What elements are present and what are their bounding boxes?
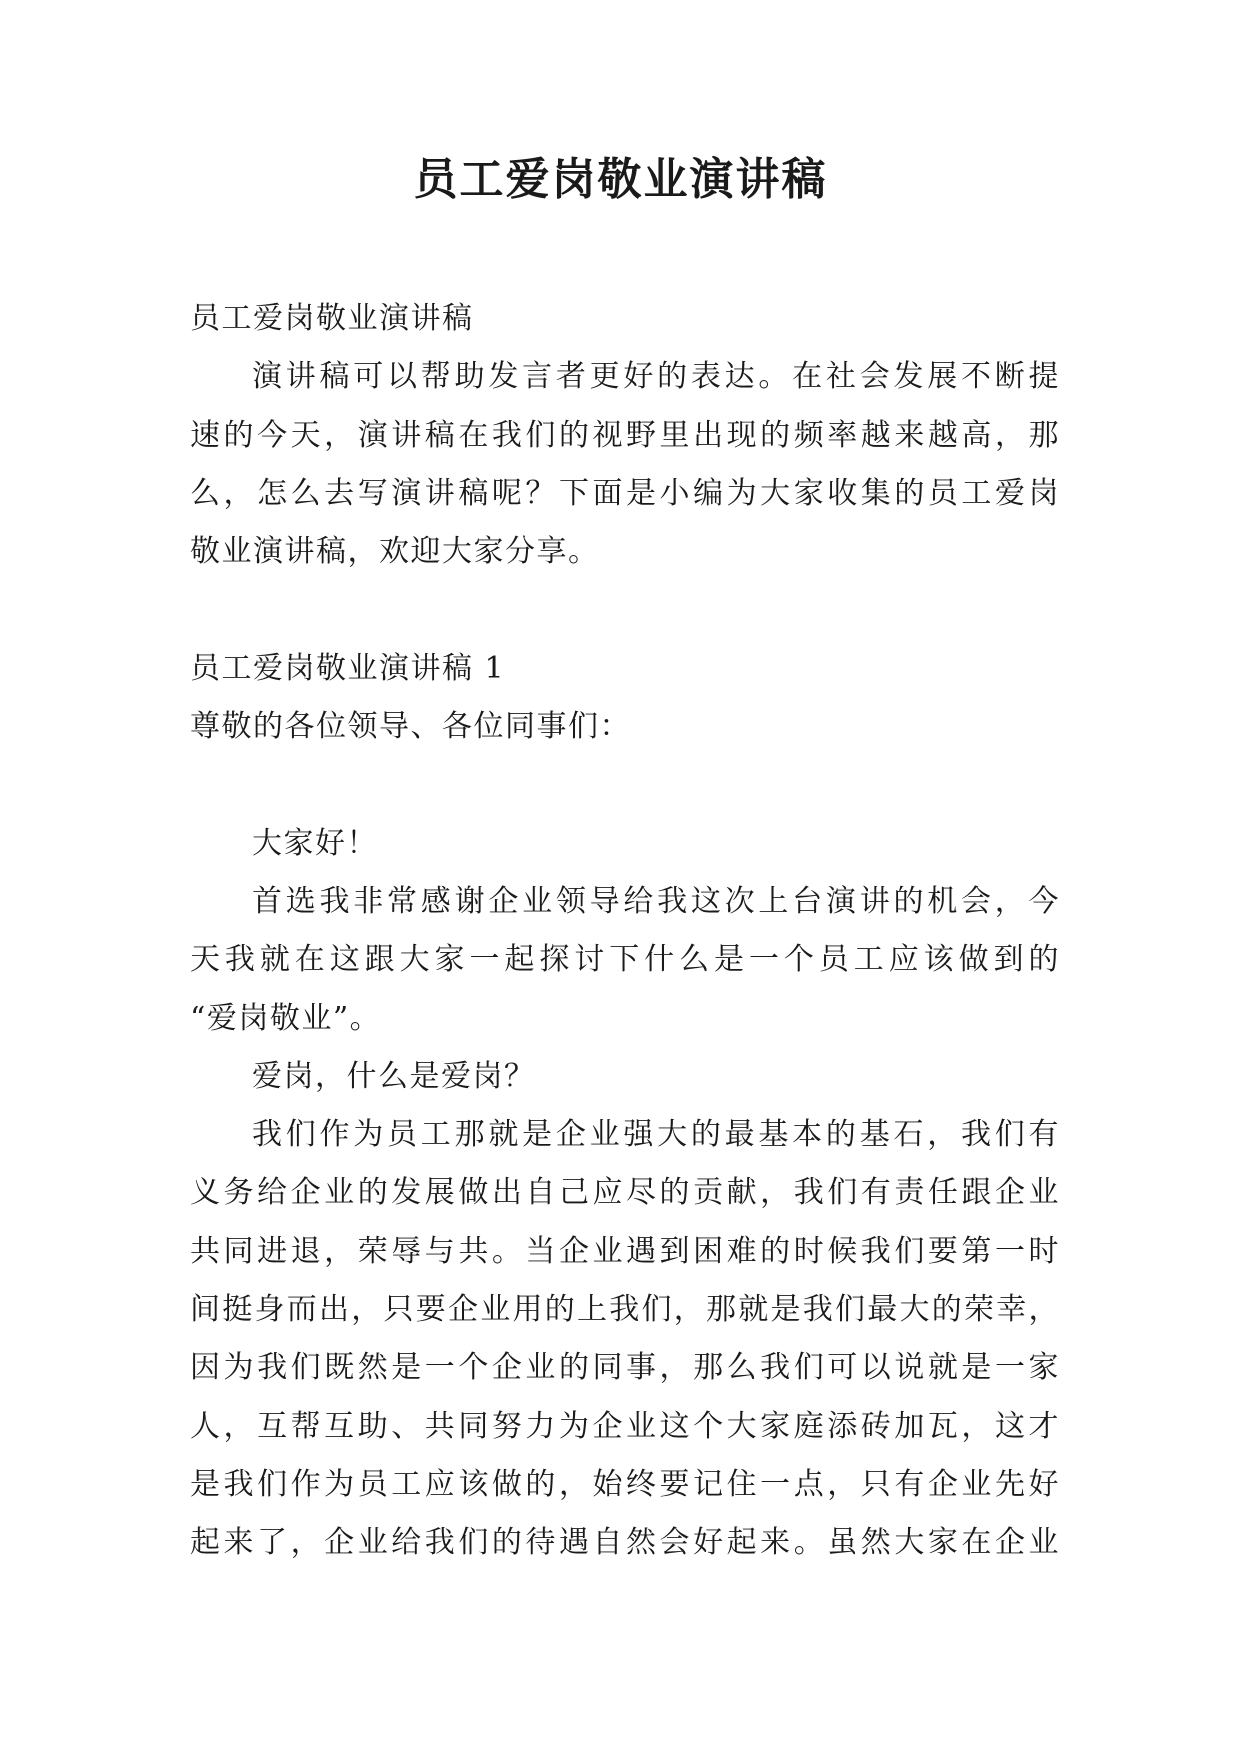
paragraph-line: 因为我们既然是一个企业的同事，那么我们可以说就是一家 <box>190 1350 1060 1386</box>
spacer <box>190 756 1060 814</box>
intro-line: 速的今天，演讲稿在我们的视野里出现的频率越来越高，那 <box>190 417 1060 453</box>
paragraph-line: 共同进退，荣辱与共。当企业遇到困难的时候我们要第一时 <box>190 1233 1060 1269</box>
salutation: 尊敬的各位领导、各位同事们： <box>190 709 631 745</box>
paragraph-line: 天我就在这跟大家一起探讨下什么是一个员工应该做到的 <box>190 942 1060 978</box>
paragraph-line: “爱岗敬业”。 <box>190 1000 382 1036</box>
document-body <box>190 290 1060 1573</box>
paragraph-line: 是我们作为员工应该做的，始终要记住一点，只有企业先好 <box>190 1466 1060 1502</box>
greeting: 大家好！ <box>252 825 378 861</box>
spacer <box>190 581 1060 639</box>
intro-heading: 员工爱岗敬业演讲稿 <box>190 301 474 336</box>
paragraph-line: 义务给企业的发展做出自己应尽的贡献，我们有责任跟企业 <box>190 1175 1060 1211</box>
question-line: 爱岗，什么是爱岗？ <box>252 1058 536 1094</box>
paragraph-line: 我们作为员工那就是企业强大的最基本的基石，我们有 <box>252 1117 1060 1153</box>
intro-line: 敬业演讲稿，欢迎大家分享。 <box>190 534 600 570</box>
paragraph-line: 间挺身而出，只要企业用的上我们，那就是我们最大的荣幸， <box>190 1292 1060 1328</box>
intro-line: 么，怎么去写演讲稿呢？下面是小编为大家收集的员工爱岗 <box>190 475 1060 511</box>
intro-line: 演讲稿可以帮助发言者更好的表达。在社会发展不断提 <box>252 359 1060 395</box>
document-title: 员工爱岗敬业演讲稿 <box>413 154 828 205</box>
paragraph-line: 人，互帮互助、共同努力为企业这个大家庭添砖加瓦，这才 <box>190 1408 1060 1444</box>
section-heading: 员工爱岗敬业演讲稿 1 <box>190 650 506 686</box>
paragraph-line: 起来了，企业给我们的待遇自然会好起来。虽然大家在企业 <box>190 1525 1060 1561</box>
paragraph-line: 首选我非常感谢企业领导给我这次上台演讲的机会，今 <box>252 883 1060 919</box>
